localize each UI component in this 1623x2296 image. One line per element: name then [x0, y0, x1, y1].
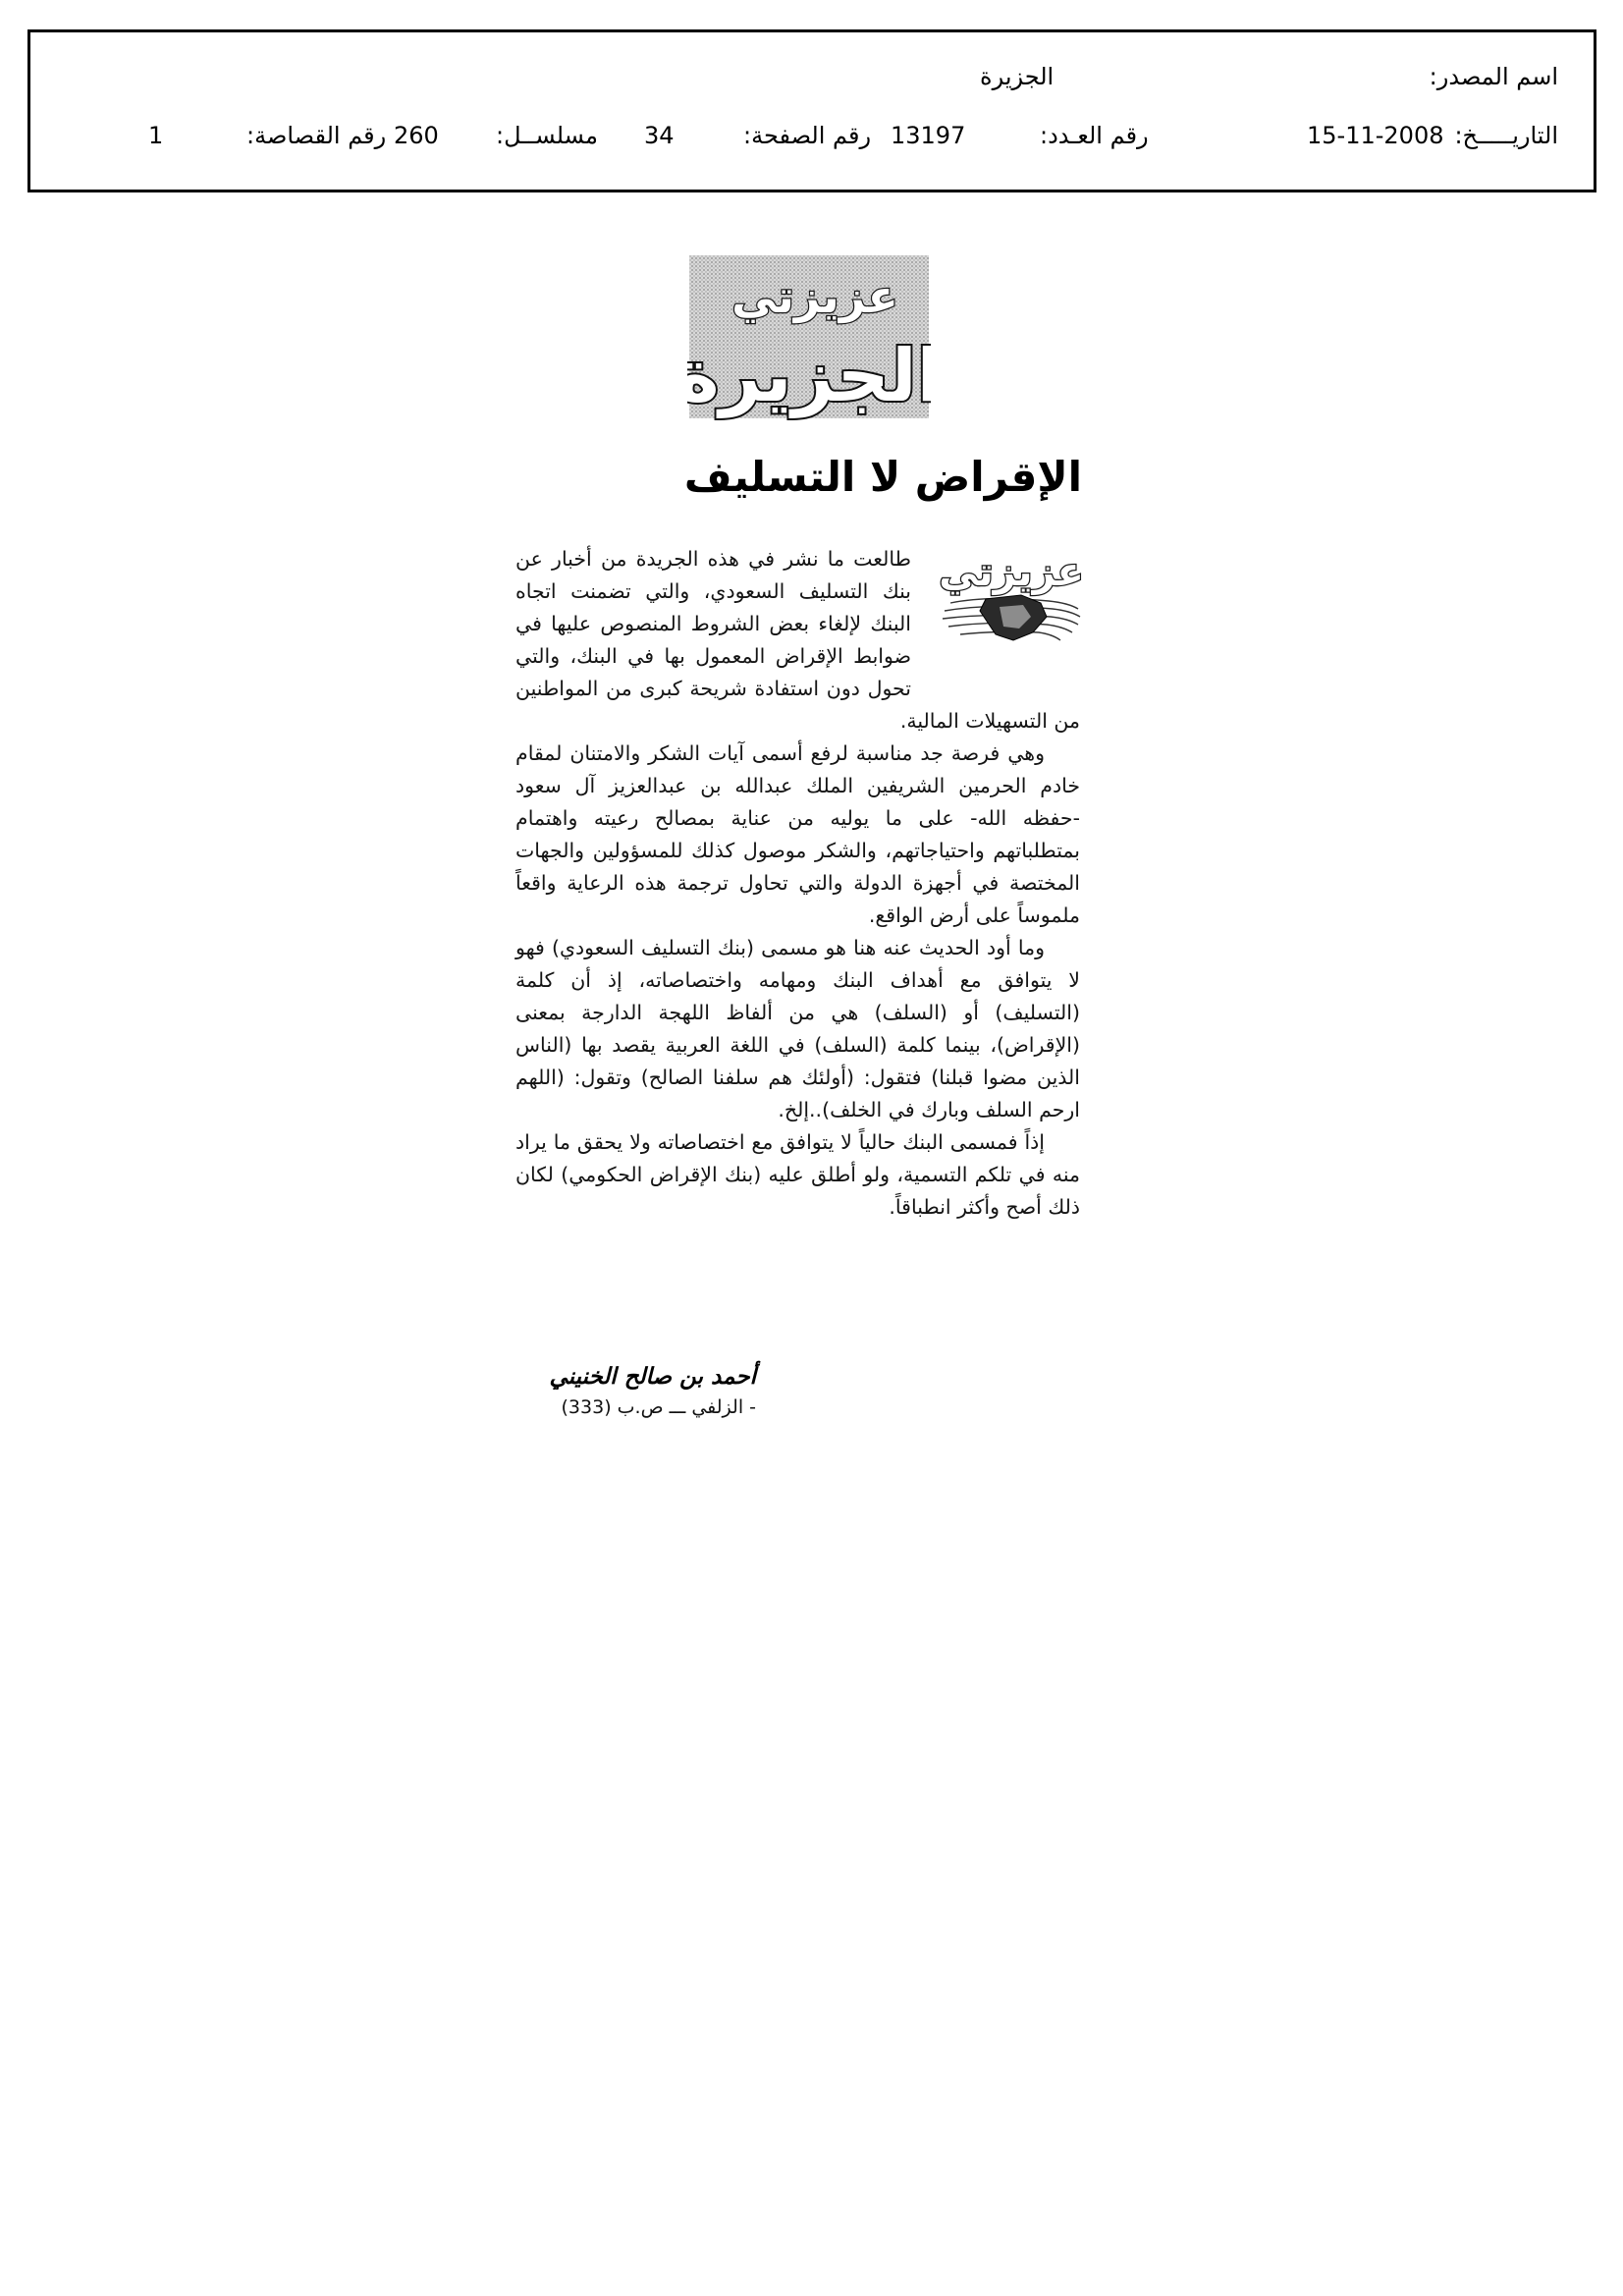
source-value: الجزيرة — [980, 63, 1055, 90]
article-body — [515, 543, 1080, 1224]
page-value: 34 — [644, 122, 675, 149]
page-label: رقم الصفحة: — [743, 122, 872, 149]
masthead-bottom-word: الجزيرة — [687, 334, 931, 418]
source-label: اسم المصدر: — [1429, 63, 1558, 90]
author-address: - الزلفي ـــ ص.ب (333) — [561, 1396, 756, 1418]
column-logo-word: عزيزتي — [939, 550, 1084, 595]
issue-value: 13197 — [891, 122, 966, 149]
clipping-metadata-box — [27, 29, 1596, 192]
clip-value: 1 — [148, 122, 164, 149]
article-paragraph: وما أود الحديث عنه هنا هو مسمى (بنك التسليف السعودي) فهو لا يتوافق مع أهداف البنك ومهامه واختصاصاته، إذ أن كلمة (التسليف) أو (السلف) هي من ألفاظ اللهجة الدارجة بمعنى (الإقراض)، بينما كلمة (السلف) في اللغة العربية يقصد بها (الناس الذين مضوا قبلنا) فتقول: (أولئك هم سلفنا الصالح) وتقول: (اللهم ارحم السلف وبارك في الخلف)..إلخ. — [515, 936, 1080, 1121]
date-value: 15-11-2008 — [1307, 122, 1444, 149]
article-headline: الإقراض لا التسليف — [683, 453, 1082, 501]
article-paragraph: طالعت ما نشر في هذه الجريدة من أخبار عن بنك التسليف السعودي، والتي تضمنت اتجاه البنك لإلغاء بعض الشروط المنصوص عليها في ضوابط الإقراض المعمول بها في البنك، والتي تحول دون استفادة شريحة كبرى من المواطنين من التسهيلات المالية. — [515, 547, 1080, 733]
serial-value: 260 — [394, 122, 439, 149]
masthead-top-word: عزيزتي — [731, 270, 898, 323]
article-paragraph: وهي فرصة جد مناسبة لرفع أسمى آيات الشكر والامتنان لمقام خادم الحرمين الشريفين الملك عبدالله بن عبدالعزيز آل سعود -حفظه الله- على ما يوليه من عناية بمصالح رعيته واهتمام بمتطلباتهم واحتياجاتهم، والشكر موصول كذلك للمسؤولين والجهات المختصة في أجهزة الدولة والتي تحاول ترجمة هذه الرعاية واقعاً ملموساً على أرض الواقع. — [515, 741, 1080, 927]
serial-label: مسلســل: — [496, 122, 598, 149]
newspaper-logo-icon — [687, 253, 931, 420]
issue-label: رقم العـدد: — [1040, 122, 1149, 149]
date-label: التاريـــــخ: — [1454, 122, 1558, 149]
clip-label: رقم القصاصة: — [246, 122, 387, 149]
author-name: أحمد بن صالح الخنيني — [549, 1363, 756, 1390]
article-paragraph: إذاً فمسمى البنك حالياً لا يتوافق مع اختصاصاته ولا يحقق ما يراد منه في تلكم التسمية، ولو أطلق عليه (بنك الإقراض الحكومي) لكان ذلك أصح وأكثر انطباقاً. — [515, 1130, 1080, 1219]
